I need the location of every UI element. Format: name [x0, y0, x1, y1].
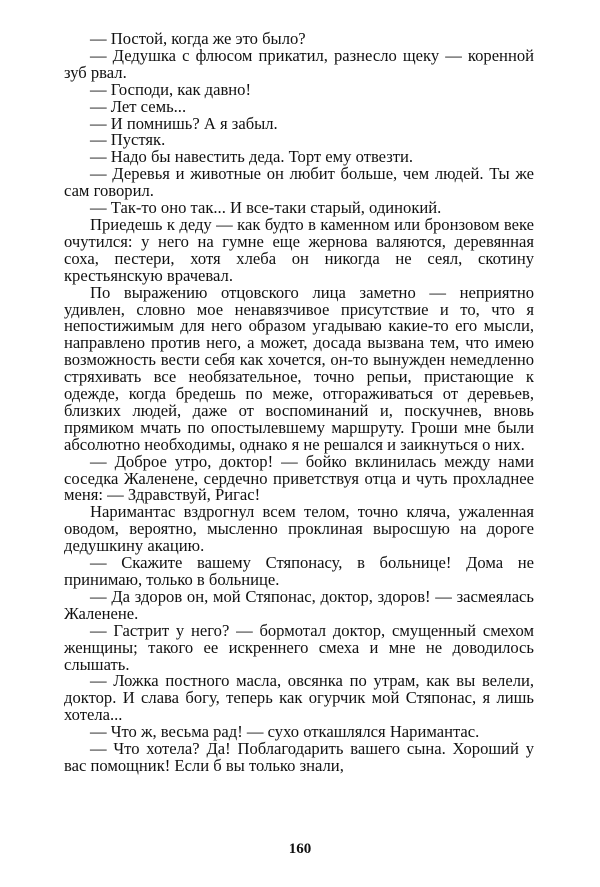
paragraph: — Доброе утро, доктор! — бойко вклинилась между нами соседка Жаленене, сердечно приветствуя отца и чуть прохладнее меня: — Здравствуй, Ригас! [64, 451, 534, 505]
paragraph: — Надо бы навестить деда. Торт ему отвезти. [90, 147, 414, 167]
page-number: 160 [288, 841, 312, 857]
paragraph: — Скажите вашему Стяпонасу, в больнице! Дома не принимаю, только в больнице. [64, 553, 534, 589]
paragraph: — Гастрит у него? — бормотал доктор, смущенный смехом женщины; такого ее искреннего смеха и мне не доводилось слышать. [64, 620, 534, 674]
paragraph: — Деревья и животные он любит больше, чем людей. Ты же сам говорил. [64, 164, 534, 201]
paragraph: — Так-то оно так... И все-таки старый, одинокий. [90, 198, 442, 218]
paragraph: Наримантас вздрогнул всем телом, точно кляча, ужаленная оводом, вероятно, мысленно проклиная выросшую на дороге дедушкину акацию. [64, 502, 534, 556]
paragraph: — Пустяк. [90, 130, 166, 150]
paragraph: — И помнишь? А я забыл. [90, 113, 278, 133]
paragraph: — Что ж, весьма рад! — сухо откашлялся Наримантас. [90, 722, 480, 742]
paragraph: — Дедушка с флюсом прикатил, разнесло щеку — коренной зуб рвал. [64, 45, 534, 82]
paragraph: — Что хотела? Да! Поблагодарить вашего сына. Хороший у вас помощник! Если б вы только знали, [64, 739, 534, 775]
paragraph: — Постой, когда же это было? [90, 29, 306, 48]
paragraph: Приедешь к деду — как будто в каменном или бронзовом веке очутился: у него на гумне еще жернова валяются, деревянная соха, пестери, хотя хлеба он никогда не сеял, скотину крестьянскую врачевал. [64, 214, 534, 285]
paragraph: По выражению отцовского лица заметно — неприятно удивлен, словно мое ненавязчивое присутствие и то, что я непостижимым для него образом угадываю какие-то его мысли, направлено против него, а может, досада вызвана тем, что имею возможность вести себя как хочется, он-то вынужден немедленно стряхивать все необязательное, точно репьи, пристающие к одежде, когда бредешь по меже, отгораживаться от деревьев, близких людей, даже от воспоминаний и, поскучнев, вновь прямиком мчать по опостылевшему маршруту. Гроши мне были абсолютно необходимы, однако я не решался и заикнуться о них. [64, 282, 534, 454]
paragraph: — Ложка постного масла, овсянка по утрам, как вы велели, доктор. И слава богу, теперь как огурчик мой Стяпонас, я лишь хотела... [64, 671, 534, 725]
page-text-body [64, 31, 534, 775]
paragraph: — Лет семь... [90, 96, 187, 116]
paragraph: — Да здоров он, мой Стяпонас, доктор, здоров! — засмеялась Жаленене. [64, 586, 534, 623]
paragraph: — Господи, как давно! [90, 79, 252, 99]
